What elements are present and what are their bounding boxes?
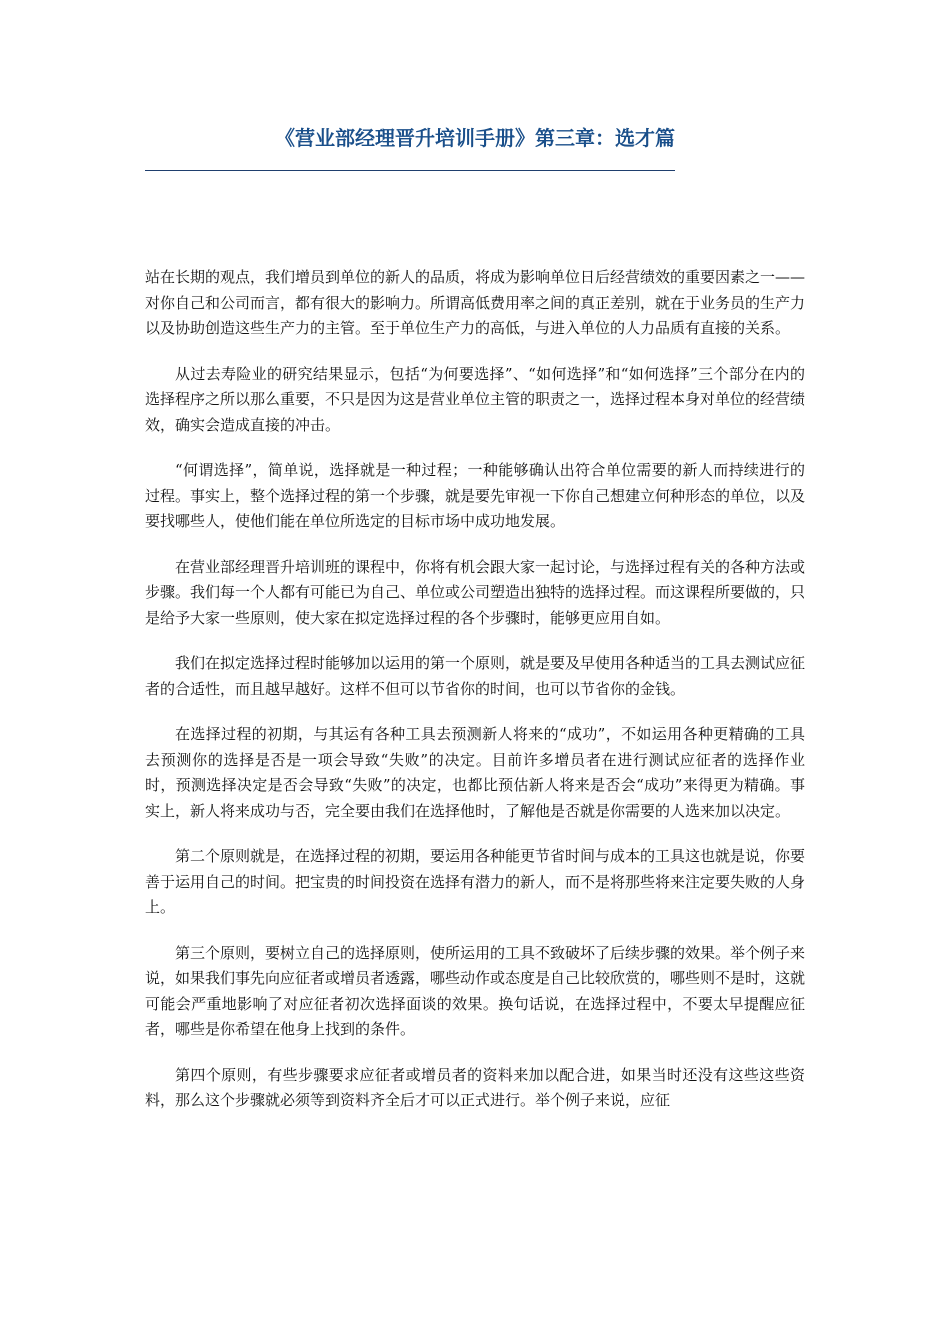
document-body [145,265,805,1134]
paragraph-6: 在选择过程的初期，与其运有各种工具去预测新人将来的“成功”，不如运用各种更精确的工具去预测你的选择是否是一项会导致“失败”的决定。目前许多增员者在进行测试应征者的选择作业时，预测选择决定是否会导致“失败”的决定，也都比预估新人将来是否会“成功”来得更为精确。事实上，新人将来成功与否，完全要由我们在选择他时，了解他是否就是你需要的人选来加以决定。 [145,725,805,820]
paragraph-4: 在营业部经理晋升培训班的课程中，你将有机会跟大家一起讨论，与选择过程有关的各种方法或步骤。我们每一个人都有可能已为自己、单位或公司塑造出独特的选择过程。而这课程所要做的，只是给予大家一些原则，使大家在拟定选择过程的各个步骤时，能够更应用自如。 [145,557,806,627]
paragraph-1: 站在长期的观点，我们增员到单位的新人的品质，将成为影响单位日后经营绩效的重要因素之一——对你自己和公司而言，都有很大的影响力。所谓高低费用率之间的真正差别，就在于业务员的生产力以及协助创造这些生产力的主管。至于单位生产力的高低，与进入单位的人力品质有直接的关系。 [145,268,806,337]
paragraph-9: 第四个原则，有些步骤要求应征者或增员者的资料来加以配合进，如果当时还没有这些这些资料，那么这个步骤就必须等到资料齐全后才可以正式进行。举个例子来说，应征 [145,1065,805,1109]
paragraph-8: 第三个原则，要树立自己的选择原则，使所运用的工具不致破坏了后续步骤的效果。举个例子来说，如果我们事先向应征者或增员者透露，哪些动作或态度是自己比较欣赏的，哪些则不是时，这就可能会严重地影响了对应征者初次选择面谈的效果。换句话说，在选择过程中，不要太早提醒应征者，哪些是你希望在他身上找到的条件。 [145,943,806,1038]
paragraph-7: 第二个原则就是，在选择过程的初期，要运用各种能更节省时间与成本的工具这也就是说，你要善于运用自己的时间。把宝贵的时间投资在选择有潜力的新人，而不是将那些将来注定要失败的人身上。 [145,847,806,916]
paragraph-2: 从过去寿险业的研究结果显示，包括“为何要选择”、“如何选择”和“如何选择”三个部分在内的选择程序之所以那么重要，不只是因为这是营业单位主管的职责之一，选择过程本身对单位的经营绩效，确实会造成直接的冲击。 [145,364,806,434]
title-divider [145,170,675,171]
paragraph-5: 我们在拟定选择过程时能够加以运用的第一个原则，就是要及早使用各种适当的工具去测试应征者的合适性，而且越早越好。这样不但可以节省你的时间，也可以节省你的金钱。 [145,654,806,698]
document-title: 《营业部经理晋升培训手册》第三章：选才篇 [275,126,675,150]
paragraph-3: “何谓选择”，简单说，选择就是一种过程；一种能够确认出符合单位需要的新人而持续进行的过程。事实上，整个选择过程的第一个步骤，就是要先审视一下你自己想建立何种形态的单位，以及要找哪些人，使他们能在单位所选定的目标市场中成功地发展。 [145,461,806,530]
